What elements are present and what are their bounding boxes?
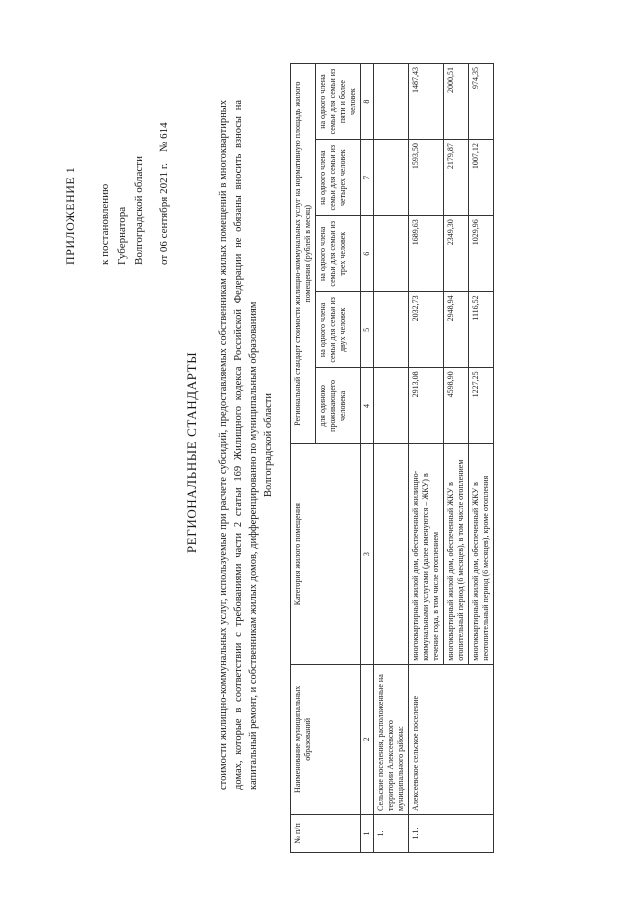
- appendix-line-1: к постановлению: [99, 183, 111, 265]
- row-value: 974,35: [469, 64, 494, 140]
- row-number: 1.: [374, 814, 409, 852]
- intro-region: Волгоградской области: [263, 392, 274, 498]
- subheader-cell: на одного члена семьи для семьи из пяти и более человек: [316, 64, 361, 140]
- row-number: 1.1.: [409, 814, 494, 852]
- row-value: 2948,94: [444, 292, 469, 368]
- column-number: 3: [361, 444, 374, 664]
- row-value: 2000,51: [444, 64, 469, 140]
- column-number: 4: [361, 368, 374, 444]
- row-value: 1029,96: [469, 216, 494, 292]
- subheader-cell: на одного члена семьи для семьи из двух человек: [316, 292, 361, 368]
- intro-paragraph: [216, 100, 276, 790]
- appendix-line-2: Губернатора: [116, 206, 128, 265]
- row-value: 1007,12: [469, 140, 494, 216]
- subheader-cell: на одного члена семьи для семьи из трех человек: [316, 216, 361, 292]
- row-value: [374, 368, 409, 444]
- row-value: 2349,30: [444, 216, 469, 292]
- subheader-cell: для одиноко проживающего человека: [316, 368, 361, 444]
- row-value: 4598,90: [444, 368, 469, 444]
- row-value: 2032,73: [409, 292, 444, 368]
- row-value: [374, 64, 409, 140]
- column-number: 5: [361, 292, 374, 368]
- standards-table: [290, 63, 494, 853]
- table-header-row: [291, 64, 316, 853]
- row-value: 1593,50: [409, 140, 444, 216]
- table-row: [374, 64, 409, 853]
- row-value: [374, 140, 409, 216]
- column-number: 2: [361, 664, 374, 814]
- row-value: 1116,52: [469, 292, 494, 368]
- column-number: 1: [361, 814, 374, 852]
- row-value: 1689,63: [409, 216, 444, 292]
- header-num: № п/п: [291, 814, 361, 852]
- row-value: 1487,43: [409, 64, 444, 140]
- appendix-title: ПРИЛОЖЕНИЕ 1: [63, 166, 77, 265]
- row-category: [374, 444, 409, 664]
- header-name: Наименование муниципальных образований: [291, 664, 361, 814]
- row-value: 1227,25: [469, 368, 494, 444]
- row-name: Сельские поселения, расположенные на территории Алексеевского муниципального района:: [374, 664, 409, 814]
- row-value: 2913,08: [409, 368, 444, 444]
- column-number: 7: [361, 140, 374, 216]
- column-number: 6: [361, 216, 374, 292]
- appendix-number: № 614: [158, 122, 170, 153]
- intro-text: стоимости жилищно-коммунальных услуг, используемые при расчете субсидий, предоставляемых собственникам жилых помещений в многоквартирных домах, которые в соответствии с требованиями части 2 статьи 169 Жилищного кодекса Российской Федерации не обязаны вносить взносы на капитальный ремонт, и собственникам жилых домов, дифференцированно по муниципальным образованиям: [218, 100, 259, 790]
- column-number: 8: [361, 64, 374, 140]
- appendix-date: от 06 сентября 2021 г.: [158, 163, 170, 265]
- row-value: 2179,87: [444, 140, 469, 216]
- header-category: Категория жилого помещения: [291, 444, 361, 664]
- appendix-block: [62, 122, 173, 265]
- column-number-row: [361, 64, 374, 853]
- header-standard: Региональный стандарт стоимости жилищно-коммунальных услуг на нормативную площадь жилого помещения (рублей в месяц): [291, 64, 316, 445]
- subheader-cell: на одного члена семьи для семьи из четырех человек: [316, 140, 361, 216]
- row-name: Алексеевское сельское поселение: [409, 664, 494, 814]
- appendix-dateline: [156, 122, 173, 265]
- table-row: [409, 64, 444, 853]
- document-title: РЕГИОНАЛЬНЫЕ СТАНДАРТЫ: [184, 351, 199, 554]
- row-category: многоквартирный жилой дом, обеспеченный ЖКУ в отопительный период (6 месяцев), в том числе отоплением: [444, 444, 469, 664]
- row-category: многоквартирный жилой дом, обеспеченный ЖКУ в неотопительный период (6 месяцев), кроме отопления: [469, 444, 494, 664]
- row-category: многоквартирный жилой дом, обеспеченный жилищно-коммунальными услугами (далее именуются – ЖКУ) в течение года, в том числе отоплением: [409, 444, 444, 664]
- row-value: [374, 216, 409, 292]
- row-value: [374, 292, 409, 368]
- appendix-line-3: Волгоградской области: [133, 156, 145, 265]
